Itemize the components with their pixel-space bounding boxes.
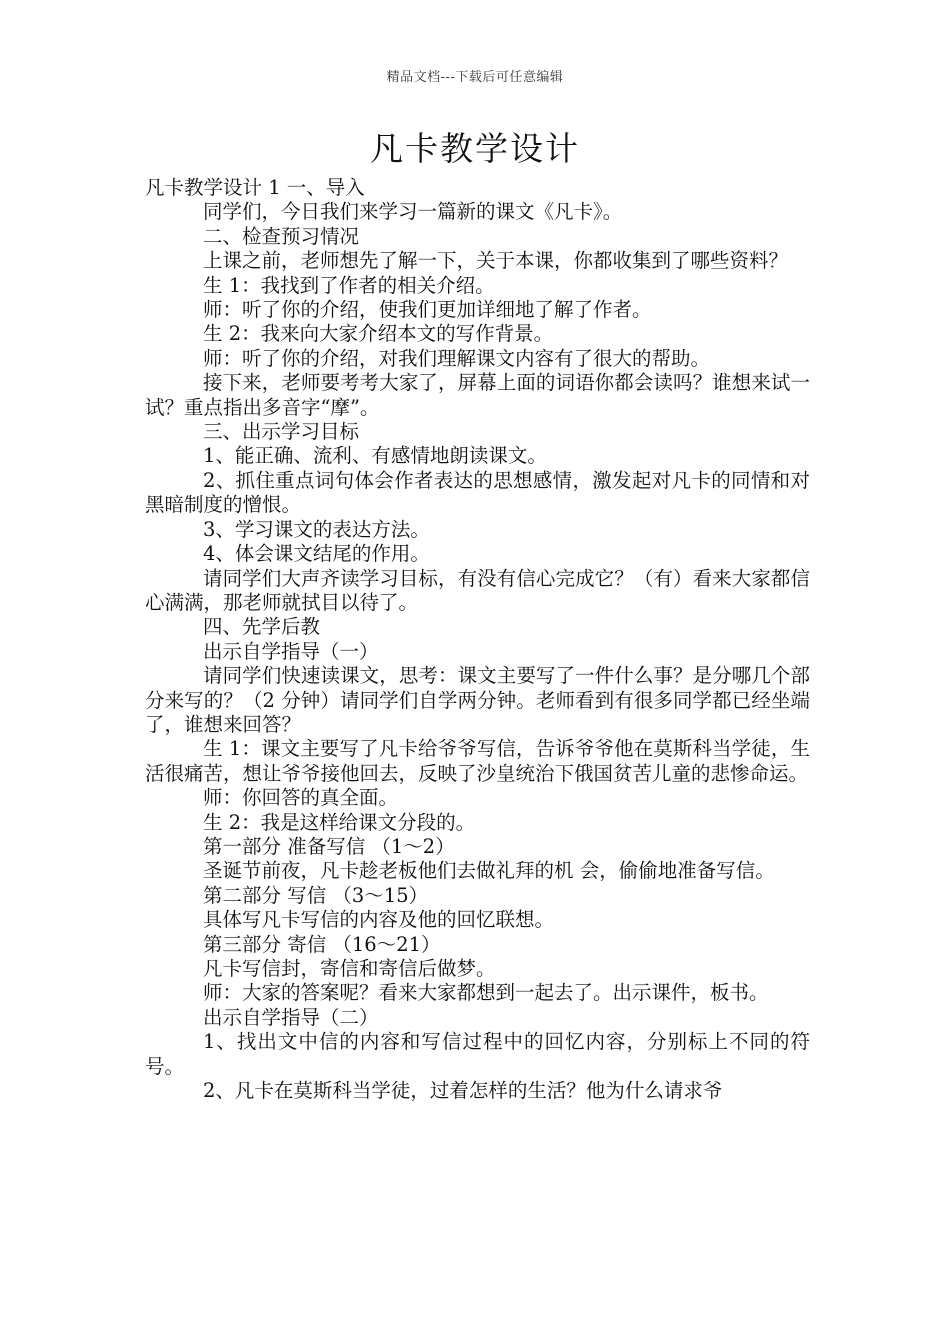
body-paragraph: 3、学习课文的表达方法。 [203, 517, 430, 541]
body-paragraph: 第三部分 寄信 （16～21） [203, 932, 441, 956]
body-paragraph: 生 2：我是这样给课文分段的。 [203, 810, 476, 834]
body-paragraph: 生 1：我找到了作者的相关介绍。 [203, 273, 495, 297]
body-paragraph: 师：大家的答案呢？看来大家都想到一起去了。出示课件，板书。 [203, 981, 769, 1005]
body-paragraph: 2、凡卡在莫斯科当学徒，过着怎样的生活？他为什么请求爷 [203, 1079, 723, 1103]
page-header: 精品文档---下载后可任意编辑 [386, 70, 564, 85]
body-paragraph: 1、找出文中信的内容和写信过程中的回忆内容，分别标上不同的符号。 [145, 1030, 810, 1078]
body-paragraph: 具体写凡卡写信的内容及他的回忆联想。 [203, 908, 555, 932]
document-title: 凡卡教学设计 [370, 129, 580, 168]
body-paragraph: 师：你回答的真全面。 [203, 786, 399, 810]
body-paragraph: 第二部分 写信 （3～15） [203, 883, 429, 907]
body-paragraph: 师：听了你的介绍，对我们理解课文内容有了很大的帮助。 [203, 346, 711, 370]
section-heading: 二、检查预习情况 [203, 224, 360, 248]
body-paragraph: 1、能正确、流利、有感情地朗读课文。 [203, 444, 547, 468]
body-paragraph: 上课之前，老师想先了解一下，关于本课，你都收集到了哪些资料？ [203, 249, 789, 273]
body-paragraph: 2、抓住重点词句体会作者表达的思想感情，激发起对凡卡的同情和对黑暗制度的憎恨。 [145, 468, 810, 517]
body-paragraph: 凡卡教学设计 1 一、导入 [145, 176, 365, 199]
body-paragraph: 4、体会课文结尾的作用。 [203, 542, 430, 566]
document-body [145, 176, 810, 1103]
body-paragraph: 生 1：课文主要写了凡卡给爷爷写信，告诉爷爷他在莫斯科当学徒，生活很痛苦，想让爷爷接他回去，反映了沙皇统治下俄国贫苦儿童的悲惨命运。 [145, 737, 810, 785]
body-paragraph: 同学们，今日我们来学习一篇新的课文《凡卡》。 [203, 200, 623, 224]
body-paragraph: 请同学们大声齐读学习目标，有没有信心完成它？（有）看来大家都信心满满，那老师就拭目以待了。 [145, 566, 810, 614]
body-paragraph: 接下来，老师要考考大家了，屏幕上面的词语你都会读吗？谁想来试一试？重点指出多音字“摩”。 [145, 371, 810, 419]
body-paragraph: 凡卡写信封，寄信和寄信后做梦。 [203, 957, 496, 980]
body-paragraph: 师：听了你的介绍，使我们更加详细地了解了作者。 [203, 298, 652, 322]
body-paragraph: 出示自学指导（二） [203, 1005, 379, 1029]
section-heading: 四、先学后教 [203, 615, 321, 639]
body-paragraph: 生 2：我来向大家介绍本文的写作背景。 [203, 322, 554, 346]
body-paragraph: 第一部分 准备写信 （1～2） [203, 834, 455, 858]
body-paragraph: 请同学们快速读课文，思考：课文主要写了一件什么事？是分哪几个部分来写的？（2 分钟）请同学们自学两分钟。老师看到有很多同学都已经坐端了，谁想来回答？ [145, 664, 810, 736]
section-heading: 三、出示学习目标 [203, 420, 360, 444]
body-paragraph: 出示自学指导（一） [203, 639, 379, 663]
body-paragraph: 圣诞节前夜，凡卡趁老板他们去做礼拜的机 会，偷偷地准备写信。 [203, 859, 775, 883]
